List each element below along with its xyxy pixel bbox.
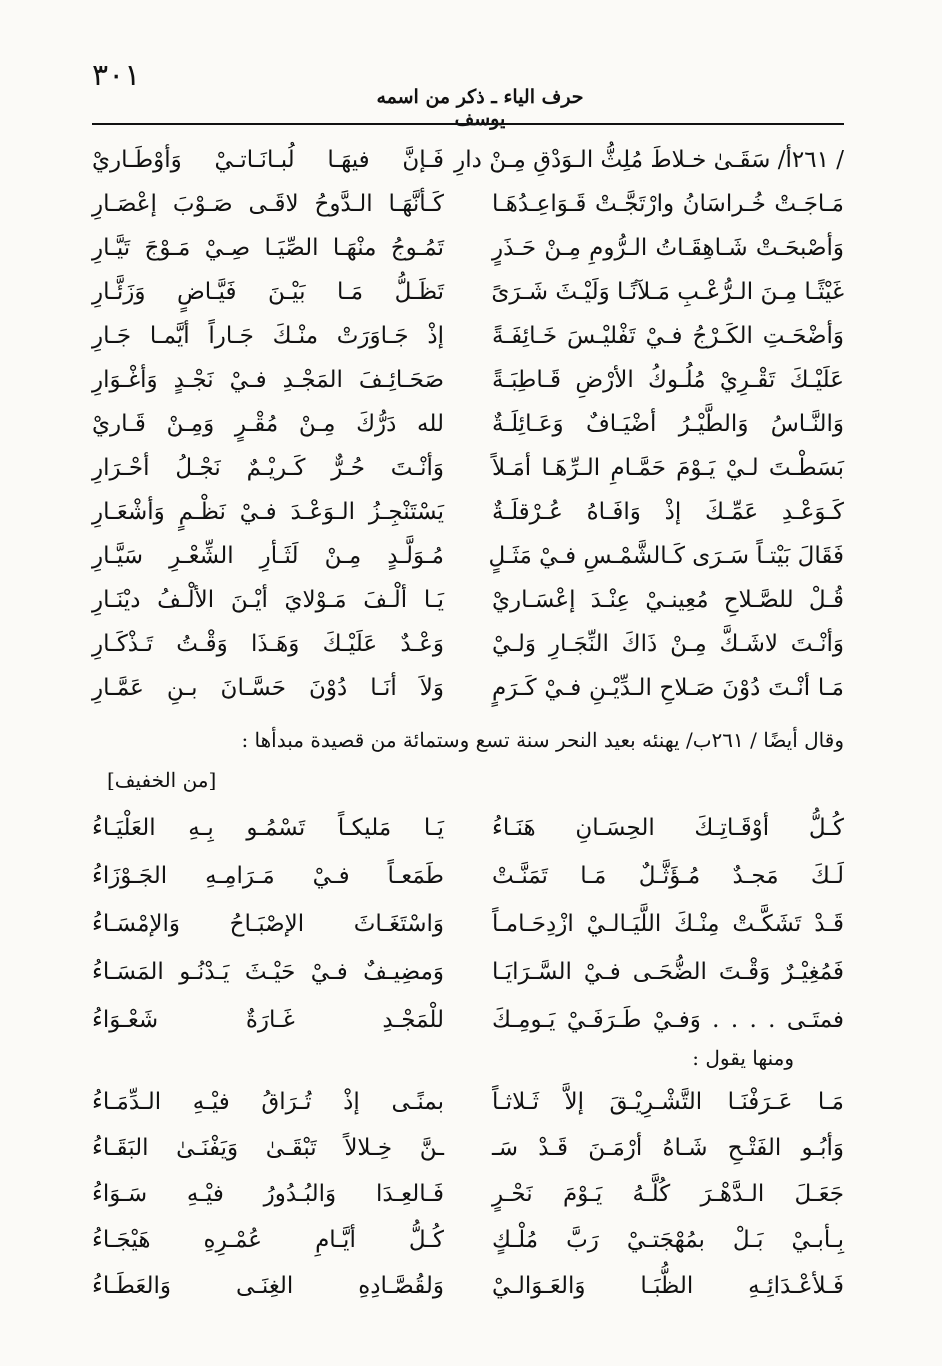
hemistich-right: / ٢٦١أ/ سَقَـىٰ خـلاطَ مُلِثُّ الـوَدْقِ مِـنْ دارِ — [454, 147, 844, 173]
hemistich-left: كُـلُّ أيَّـامِ عُمْـرِهِ هَيْجَـاءُ — [92, 1227, 444, 1253]
hemistich-left: بمنًـى إذْ تُـرَاقُ فيْـهِ الـدِّمَـاءُ — [92, 1089, 444, 1115]
hemistich-right: مَـاجَـتْ خُـراسَانُ وارْتَجَّـتْ قَـوَاعِـدُهَـا — [492, 191, 844, 217]
hemistich-right: جَعَـلَ الـدَّهْـرَ كُلَّـهُ يَـوْمَ نَحْـرٍ — [492, 1181, 844, 1207]
verse — [92, 578, 844, 622]
verse — [92, 622, 844, 666]
verse — [92, 854, 844, 898]
hemistich-right: قَـدْ تَشَكَّـتْ مِنْـكَ اللَّيَـالـيْ ازْدِحَـامـاً — [492, 911, 844, 937]
minha-line: ومنها يقول : — [692, 1046, 794, 1070]
hemistich-right: غَيْثًـا مِـنَ الـرُّعْـبِ مَـلآنًـا وَلَيْـثَ شَـرَىً — [491, 279, 844, 305]
hemistich-left: وَلقُصَّـادِهِ الغِنَـى وَالعَطَـاءُ — [92, 1273, 444, 1299]
verse — [92, 138, 844, 182]
hemistich-left: تَظَـلُّ مَـا بَيْـنَ فَيَّـاضٍ وَزَئَّـارِ — [92, 279, 444, 305]
verse — [92, 446, 844, 490]
hemistich-right: مَـا أنْـتَ دُوْنَ صَـلاحِ الـدِّيْـنِ فـيْ كَـرَمٍ — [492, 675, 844, 701]
hemistich-right: وَأضْحَـتِ الكَـرْجُ فـيْ تَفْليْـسَ خَـائِفَـةً — [492, 323, 844, 349]
hemistich-left: للْمَجْـدِ غَـارَةٌ شَعْـوَاءُ — [92, 1007, 444, 1033]
hemistich-right: مَـا عَـرَفْنَـا التَّشْـرِيْـقَ إلاَّ ثَـلاثـاً — [492, 1089, 844, 1115]
verse — [92, 270, 844, 314]
verse — [92, 358, 844, 402]
header-rule — [92, 123, 844, 125]
hemistich-left: صَحَـائِـفَ المَجْـدِ فـيْ نَجْـدٍ وَأغْـوَارِ — [92, 367, 444, 393]
hemistich-right: فَـلأعْـدَائِـهِ الظُّبَـا وَالعَـوَالـيْ — [492, 1273, 844, 1299]
hemistich-right: وَالنَّـاسُ وَالطَّيْـرُ أضْيَـافٌ وَعَـائِلَـةٌ — [492, 411, 844, 437]
hemistich-right: كُـلُّ أوْقَـاتِـكَ الحِسَـانِ هَنَـاءُ — [492, 815, 844, 841]
running-head: حرف الياء ـ ذكر من اسمه يوسف — [376, 86, 584, 130]
hemistich-left: إذْ جَـاوَرَتْ منْـكَ جَـاراً أيَّمـا جَـارِ — [92, 323, 444, 349]
verse — [92, 1080, 844, 1124]
verse — [92, 1172, 844, 1216]
hemistich-right: عَلَيْـكَ تَقْـرِيْ مُلُـوكُ الأرْضِ قَـاطِبَـةً — [492, 367, 844, 393]
verse — [92, 534, 844, 578]
hemistich-left: وَأنْـتَ حُـرٌّ كَـريْـمٌ نَجْـلُ أحْـرَارِ — [92, 455, 444, 481]
hemistich-right: بِـأبـيْ بَـلْ بمُهْجَتـيْ رَبَّ مُلْـكٍ — [492, 1227, 844, 1253]
verse — [92, 402, 844, 446]
hemistich-left: وَاسْتَغَـاثَ الإصْبَـاحُ وَالإمْسَـاءُ — [92, 911, 444, 937]
hemistich-right: فَقَالَ بَيْتـاً سَـرَى كَـالشَّمْـسِ فـيْ مَثَـلٍ — [488, 543, 844, 569]
hemistich-left: طَمَعـاً فـيْ مَـرَامِـهِ الجَـوْزَاءُ — [92, 863, 444, 889]
verse — [92, 666, 844, 710]
hemistich-left: كَـأنَّهَـا الـدَّوحُ لاقَـى صَـوْبَ إعْصَـارِ — [92, 191, 444, 217]
hemistich-right: وَأصْبحَـتْ شَـاهِقَـاتُ الـرُّومِ مِـنْ حَـذَرٍ — [492, 235, 844, 261]
hemistich-left: تَمُـوجُ منْهَـا الصِّيَـا صِـيْ مَـوْجَ تَيَّـارِ — [92, 235, 444, 261]
meter-label: [من الخفيف] — [107, 768, 217, 792]
verse — [92, 998, 844, 1042]
hemistich-right: بَسَطْـتَ لـيْ يَـوْمَ حَمَّـامِ الـرِّهَـا أمَـلاً — [492, 455, 844, 481]
verse — [92, 1218, 844, 1262]
hemistich-left: وَعْـدٌ عَلَيْـكَ وَهَـذَا وَقْـتُ تَـذْكَـارِ — [92, 631, 444, 657]
verse — [92, 226, 844, 270]
hemistich-left: لله دَرُّكَ مِـنْ مُقْـرٍ وَمِـنْ قَـاريْ — [92, 411, 444, 437]
hemistich-right: كَـوَعْـدِ عَمِّـكَ إذْ وَافَـاهُ عُـرْقلَـةٌ — [492, 499, 844, 525]
hemistich-right: وَأبُـو الفَتْـحِ شَـاهُ أرْمَـنَ قَـدْ سَـ — [492, 1135, 844, 1161]
verse — [92, 314, 844, 358]
hemistich-left: فَـإنَّ فيهَـا لُبـانَـاتـيْ وَأوْطَـاريْ — [92, 147, 444, 173]
hemistich-left: يَـا ألْـفَ مَـوْلايَ أيْـنَ الألْـفُ ديْنَـارِ — [92, 587, 444, 613]
hemistich-right: قُـلْ للصَّـلاحِ مُعِينـيْ عِنْـدَ إعْسَـاريْ — [492, 587, 844, 613]
hemistich-left: يَـا مَليكـاً تَسْمُـو بِـهِ العَلْيَـاءُ — [92, 815, 444, 841]
hemistich-left: مُـوَلَّـدٍ مِـنْ لَثَـأرِ الشِّعْـرِ سَيَّـارِ — [92, 543, 444, 569]
hemistich-left: وَلاَ أنَـا دُوْنَ حَسَّـانَ بـنِ عَمَّـارِ — [92, 675, 444, 701]
intro-line: وقال أيضًا / ٢٦١ب/ يهنئه بعيد النحر سنة تسع وستمائة من قصيدة مبدأها : — [241, 728, 844, 752]
hemistich-left: فَـالعِـدَا وَالبُـدُورُ فيْـهِ سَـوَاءُ — [92, 1181, 444, 1207]
verse — [92, 490, 844, 534]
verse — [92, 806, 844, 850]
verse — [92, 1264, 844, 1308]
verse — [92, 1126, 844, 1170]
hemistich-right: لَـكَ مَجـدٌ مُـؤَثَّـلٌ مَـا تَمَنَّـتْ — [492, 863, 844, 889]
hemistich-left: يَسْتَنْجِـزُ الـوَعْـدَ فـيْ نَظْـمٍ وَأشْعَـارِ — [92, 499, 444, 525]
hemistich-right: وَأنْـتَ لاشَـكَّ مِـنْ ذَاكَ النِّجَـارِ وَلـيْ — [492, 631, 844, 657]
verse — [92, 950, 844, 994]
verse — [92, 182, 844, 226]
hemistich-right: فمتَـى . . . . وَفـيْ طَـرَفَـيْ يَـومِـكَ — [492, 1007, 844, 1033]
hemistich-left: وَمضِيـفٌ فـيْ حَيْـثَ يَـدْنُـو المَسَـاءُ — [92, 959, 444, 985]
hemistich-left: ـنَّ خِـلالاً تَبْقَـىٰ وَيَفْنَـىٰ البَقَـاءُ — [92, 1135, 444, 1161]
page-number: ٣٠١ — [92, 58, 141, 93]
verse — [92, 902, 844, 946]
hemistich-right: فَمُغِيْـرٌ وَقْـتَ الضُّحَـى فـيْ السَّـرَايَـا — [492, 959, 844, 985]
